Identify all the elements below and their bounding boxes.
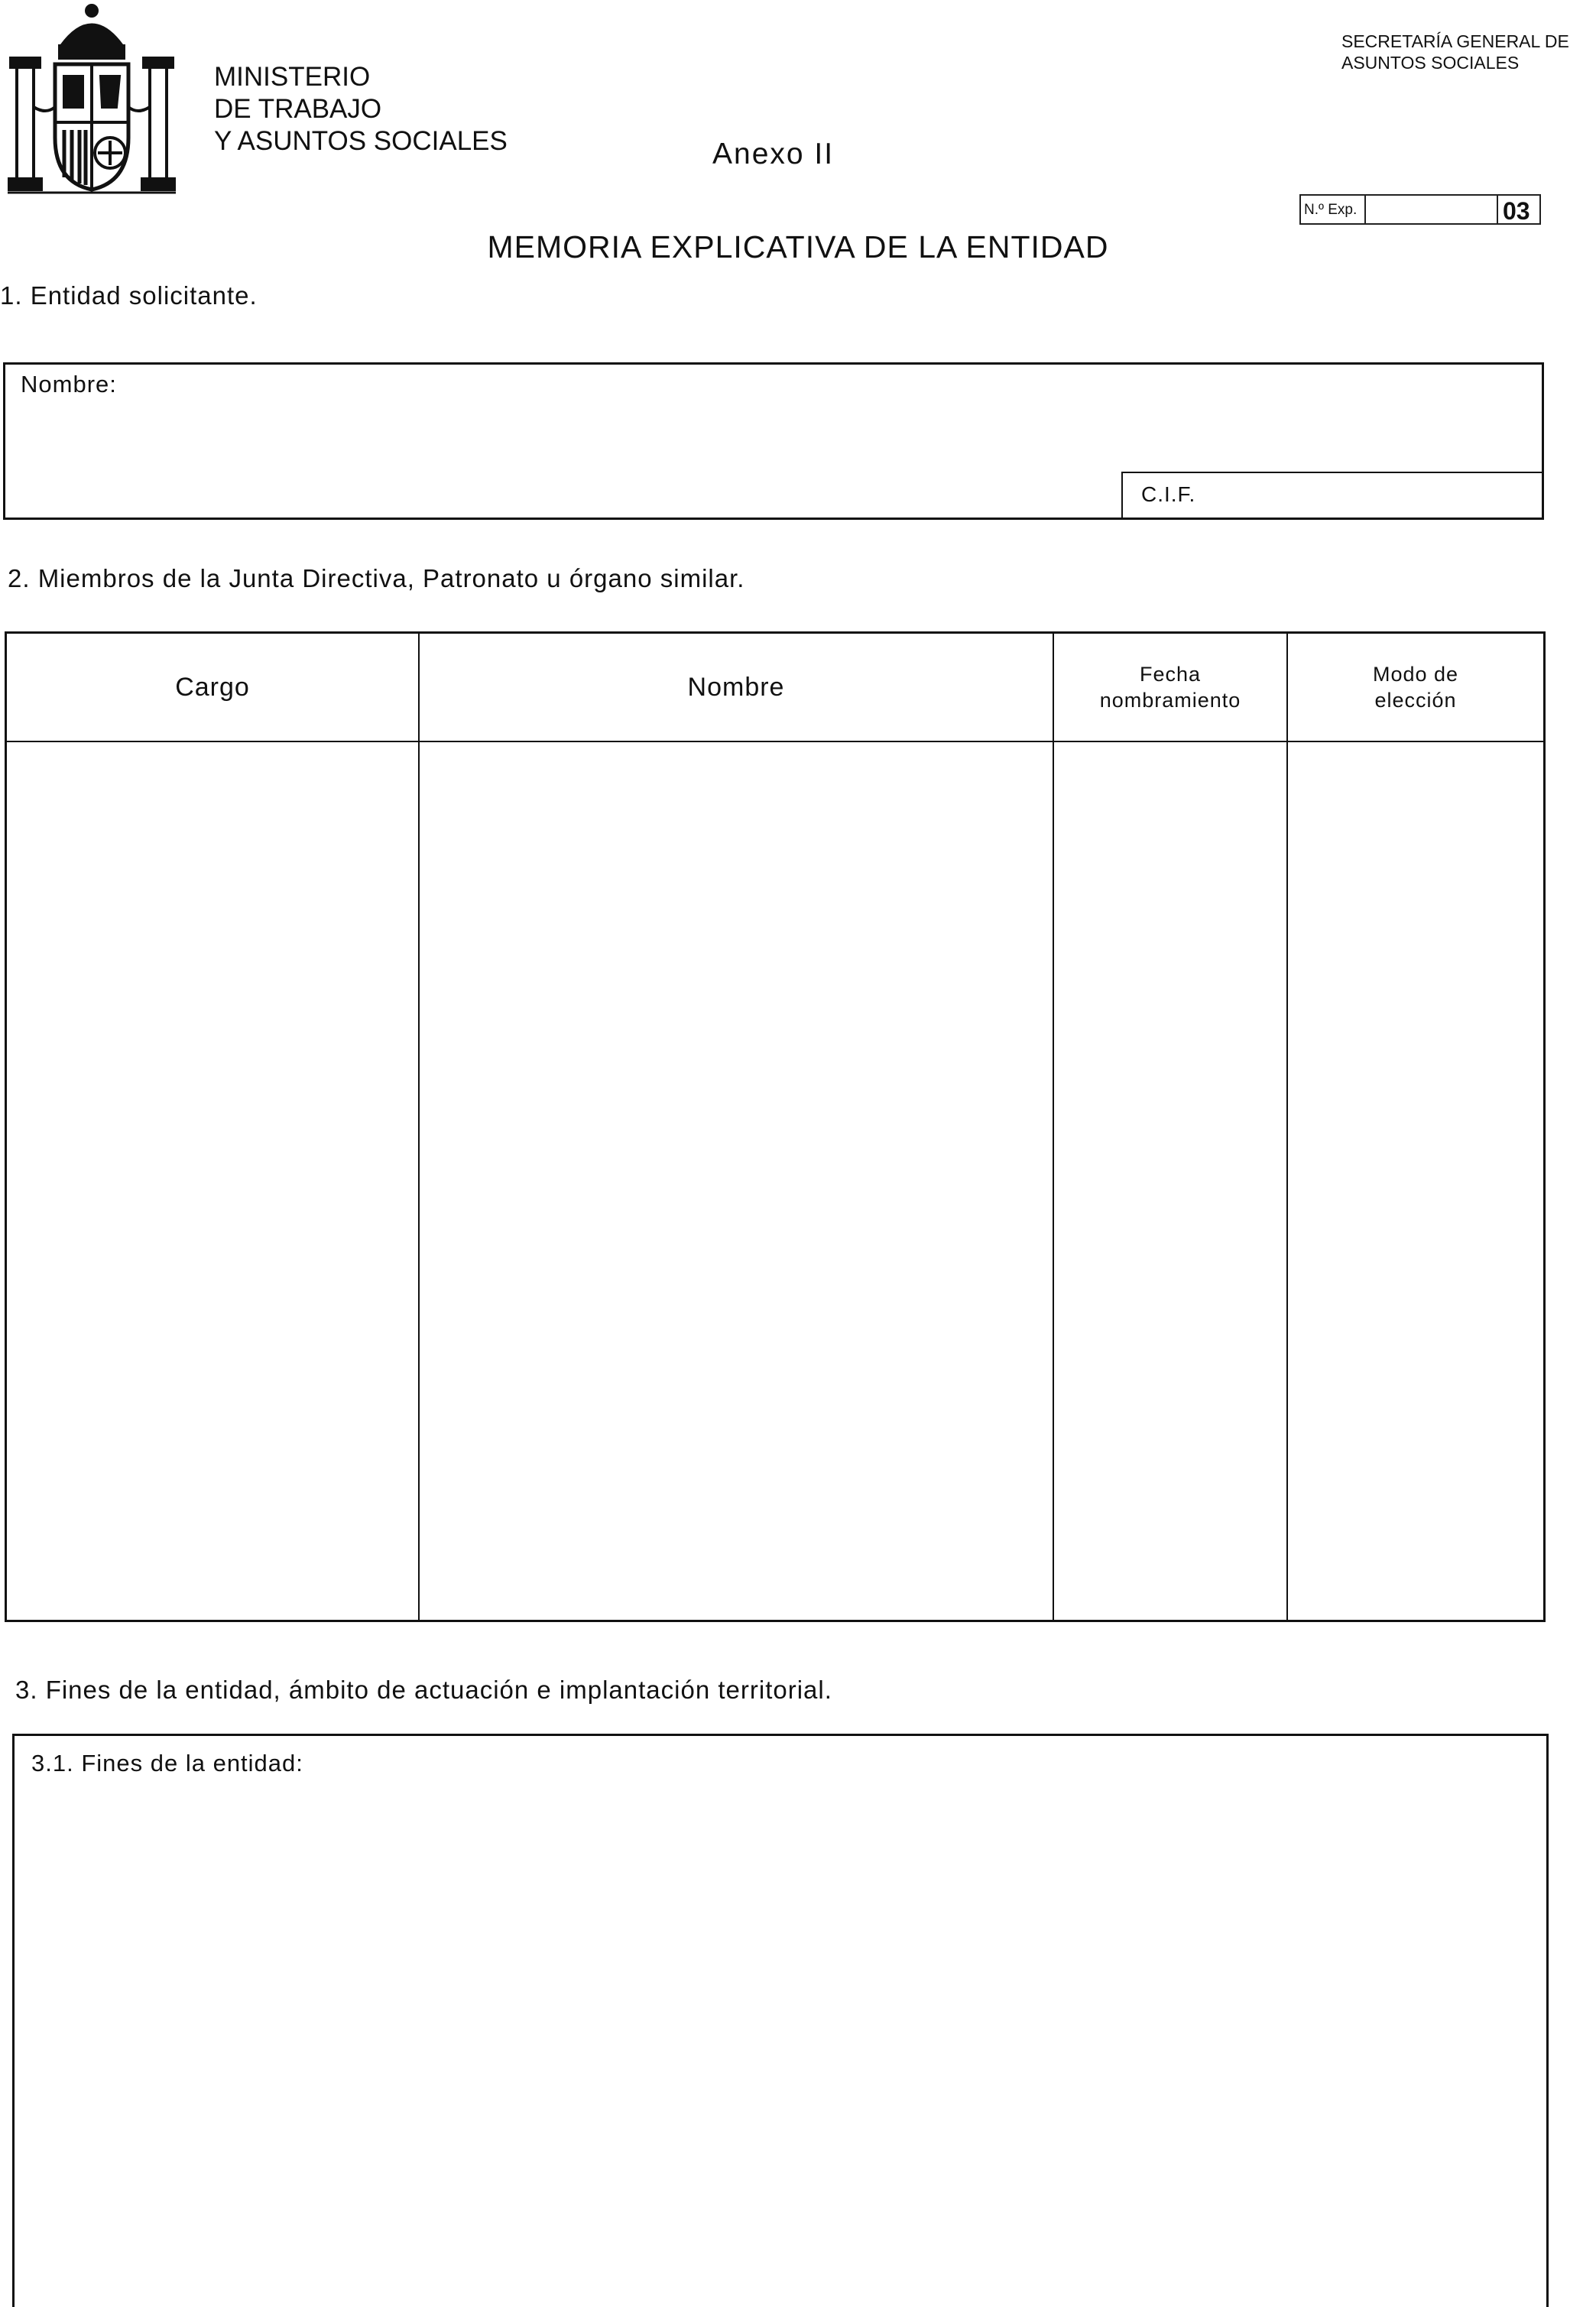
divider bbox=[1364, 196, 1366, 223]
ministry-line: MINISTERIO bbox=[214, 62, 371, 92]
ministry-line: DE TRABAJO bbox=[214, 94, 382, 124]
fines-box bbox=[12, 1734, 1549, 2307]
entity-name-field[interactable] bbox=[128, 368, 1534, 444]
coat-of-arms-logo bbox=[8, 0, 176, 199]
ministry-name bbox=[214, 61, 508, 157]
column-divider bbox=[1286, 634, 1288, 1620]
name-label: Nombre: bbox=[21, 371, 117, 397]
cif-label: C.I.F. bbox=[1141, 482, 1196, 506]
annex-label: Anexo II bbox=[712, 138, 835, 170]
ministry-line: Y ASUNTOS SOCIALES bbox=[214, 126, 508, 156]
divider bbox=[1497, 196, 1498, 223]
section-3-heading: 3. Fines de la entidad, ámbito de actuación e implantación territorial. bbox=[15, 1676, 832, 1704]
secretaria-line: ASUNTOS SOCIALES bbox=[1341, 53, 1520, 73]
fines-label: 3.1. Fines de la entidad: bbox=[31, 1750, 303, 1776]
entity-box bbox=[3, 362, 1544, 520]
column-divider bbox=[418, 634, 420, 1620]
cargo-column-field[interactable] bbox=[7, 744, 417, 1620]
column-header-fecha: Fecha nombramiento bbox=[1099, 663, 1241, 712]
column-header-cargo: Cargo bbox=[175, 673, 250, 702]
column-divider bbox=[1053, 634, 1054, 1620]
cif-box[interactable] bbox=[1121, 472, 1544, 520]
fecha-column-field[interactable] bbox=[1055, 744, 1286, 1620]
section-1-heading: 1. Entidad solicitante. bbox=[0, 281, 258, 310]
expedient-label: N.º Exp. bbox=[1304, 202, 1358, 218]
document-title: MEMORIA EXPLICATIVA DE LA ENTIDAD bbox=[487, 229, 1109, 264]
nombre-column-field[interactable] bbox=[420, 744, 1052, 1620]
fines-text-field[interactable] bbox=[22, 1797, 1539, 2307]
expedient-number-box bbox=[1299, 194, 1541, 225]
board-members-table bbox=[5, 631, 1546, 1622]
modo-column-field[interactable] bbox=[1289, 744, 1543, 1620]
secretaria-heading bbox=[1341, 31, 1569, 73]
expedient-number-field[interactable] bbox=[1367, 196, 1495, 223]
column-header-nombre: Nombre bbox=[687, 673, 785, 702]
expedient-code: 03 bbox=[1503, 197, 1530, 225]
section-2-heading: 2. Miembros de la Junta Directiva, Patronato u órgano similar. bbox=[8, 564, 745, 592]
table-header-divider bbox=[7, 741, 1543, 742]
column-header-modo: Modo de elección bbox=[1372, 663, 1459, 712]
secretaria-line: SECRETARÍA GENERAL DE bbox=[1341, 31, 1569, 51]
